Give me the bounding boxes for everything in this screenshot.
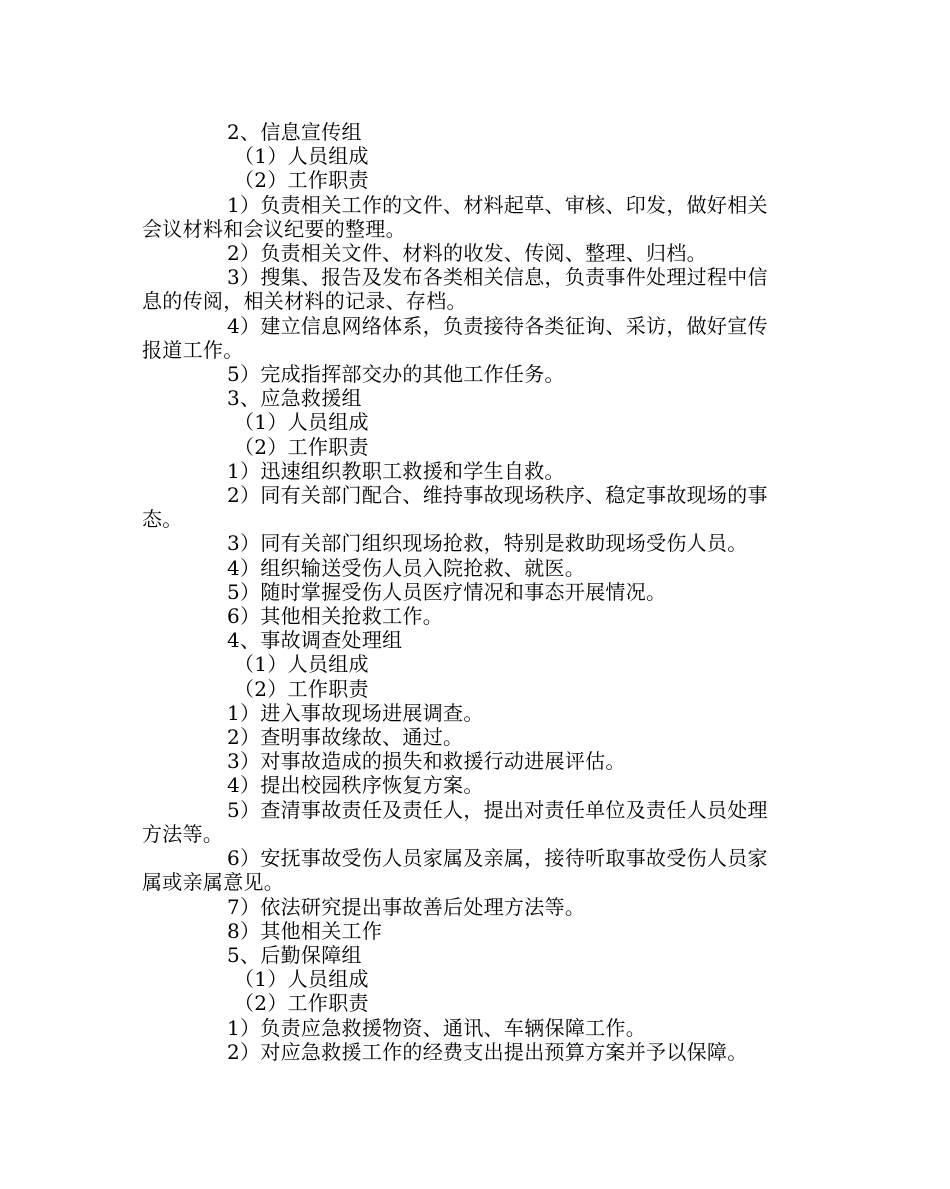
document-line: 会议材料和会议纪要的整理。 bbox=[142, 216, 406, 241]
document-line: 1）负责应急救援物资、通讯、车辆保障工作。 bbox=[227, 1015, 647, 1040]
document-line: 2）负责相关文件、材料的收发、传阅、整理、归档。 bbox=[227, 241, 707, 266]
document-line: （1）人员组成 bbox=[234, 652, 369, 677]
document-line: 属或亲属意见。 bbox=[142, 870, 285, 895]
document-line: 1）负责相关工作的文件、材料起草、审核、印发，做好相关 bbox=[227, 192, 768, 217]
document-line: （2）工作职责 bbox=[234, 676, 369, 701]
document-line: 5）查清事故责任及责任人，提出对责任单位及责任人员处理 bbox=[227, 797, 768, 822]
document-line: 2、信息宣传组 bbox=[227, 120, 362, 144]
document-line: 方法等。 bbox=[142, 821, 224, 846]
document-line: 2）对应急救援工作的经费支出提出预算方案并予以保障。 bbox=[227, 1039, 748, 1064]
document-line: 1）迅速组织教职工救援和学生自救。 bbox=[227, 458, 565, 483]
document-line: 2）同有关部门配合、维持事故现场秩序、稳定事故现场的事 bbox=[227, 483, 768, 508]
document-line: 5）随时掌握受伤人员医疗情况和事态开展情况。 bbox=[227, 579, 667, 604]
document-line: （2）工作职责 bbox=[234, 434, 369, 459]
document-body bbox=[142, 120, 822, 1064]
document-line: （1）人员组成 bbox=[234, 144, 369, 169]
document-line: 2）查明事故缘故、通过。 bbox=[227, 725, 464, 750]
document-line: 8）其他相关工作 bbox=[227, 918, 383, 943]
document-line: 报道工作。 bbox=[142, 337, 244, 362]
document-line: 6）其他相关抢救工作。 bbox=[227, 604, 444, 629]
document-line: 3、应急救援组 bbox=[227, 386, 362, 411]
document-line: （1）人员组成 bbox=[234, 410, 369, 435]
document-line: 5、后勤保障组 bbox=[227, 942, 362, 967]
document-line: 1）进入事故现场进展调查。 bbox=[227, 700, 484, 725]
document-line: 4、事故调查处理组 bbox=[227, 628, 403, 653]
document-line: 4）建立信息网络体系，负责接待各类征询、采访，做好宣传 bbox=[227, 313, 768, 338]
document-line: 4）组织输送受伤人员入院抢救、就医。 bbox=[227, 555, 586, 580]
document-line: （2）工作职责 bbox=[234, 991, 369, 1016]
document-line: （2）工作职责 bbox=[234, 168, 369, 193]
document-line: 4）提出校园秩序恢复方案。 bbox=[227, 773, 484, 798]
document-line: 息的传阅，相关材料的记录、存档。 bbox=[142, 289, 467, 314]
document-line: 7）依法研究提出事故善后处理方法等。 bbox=[227, 894, 586, 919]
document-line: （1）人员组成 bbox=[234, 967, 369, 992]
document-line: 3）对事故造成的损失和救援行动进展评估。 bbox=[227, 749, 626, 774]
document-line: 态。 bbox=[142, 507, 183, 532]
document-line: 6）安抚事故受伤人员家属及亲属，接待听取事故受伤人员家 bbox=[227, 846, 768, 871]
document-line: 3）搜集、报告及发布各类相关信息，负责事件处理过程中信 bbox=[227, 265, 768, 290]
document-line: 5）完成指挥部交办的其他工作任务。 bbox=[227, 362, 565, 387]
document-line: 3）同有关部门组织现场抢救，特别是救助现场受伤人员。 bbox=[227, 531, 748, 556]
